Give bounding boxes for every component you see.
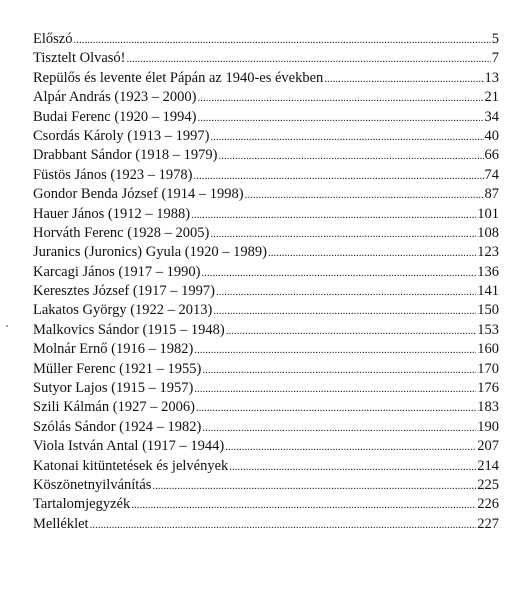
toc-dot-leader <box>152 477 476 496</box>
toc-entry-karcagi-janos[interactable] <box>33 263 499 282</box>
toc-dot-leader <box>268 244 476 263</box>
toc-entry-title: Gondor Benda József (1914 – 1998) <box>33 186 244 203</box>
toc-entry-juranics-gyula[interactable] <box>33 243 499 262</box>
toc-dot-leader <box>194 167 484 186</box>
toc-dot-leader <box>90 516 477 535</box>
toc-entry-title: Repülős és levente élet Pápán az 1940-es években <box>33 69 324 86</box>
toc-dot-leader <box>196 399 476 418</box>
toc-entry-page: 226 <box>477 496 499 513</box>
toc-entry-title: Lakatos György (1922 – 2013) <box>33 302 213 319</box>
toc-dot-leader <box>198 89 484 108</box>
toc-entry-page: 5 <box>491 31 499 47</box>
toc-entry-title: Köszönetnyilvánítás <box>33 476 152 493</box>
toc-entry-page: 170 <box>477 360 499 377</box>
toc-entry-molnar-erno[interactable] <box>33 340 499 359</box>
toc-entry-title: Előszó <box>33 31 73 47</box>
toc-entry-fustos-janos[interactable] <box>33 166 499 185</box>
toc-dot-leader <box>210 128 483 147</box>
toc-entry-papa-1940s[interactable] <box>33 69 499 88</box>
toc-entry-title: Molnár Ernő (1916 – 1982) <box>33 341 194 358</box>
toc-entry-page: 141 <box>477 283 499 300</box>
toc-entry-malkovics-sandor[interactable] <box>33 321 499 340</box>
toc-entry-table-of-contents[interactable] <box>33 495 499 514</box>
toc-entry-title: Sutyor Lajos (1915 – 1957) <box>33 380 194 397</box>
toc-entry-page: 101 <box>477 205 499 222</box>
toc-entry-page: 108 <box>477 224 499 241</box>
toc-entry-military-decorations[interactable] <box>33 457 499 476</box>
toc-entry-page: 74 <box>484 166 499 183</box>
toc-entry-title: Hauer János (1912 – 1988) <box>33 205 191 222</box>
toc-entry-lakatos-gyorgy[interactable] <box>33 301 499 320</box>
toc-entry-page: 66 <box>484 147 499 164</box>
toc-entry-title: Melléklet <box>33 515 89 532</box>
toc-entry-muller-ferenc[interactable] <box>33 360 499 379</box>
toc-dot-leader <box>73 31 490 50</box>
toc-dot-leader <box>216 283 476 302</box>
toc-entry-dear-reader[interactable] <box>33 49 499 68</box>
toc-entry-page: 153 <box>477 321 499 338</box>
toc-entry-horvath-ferenc[interactable] <box>33 224 499 243</box>
toc-entry-budai-ferenc[interactable] <box>33 108 499 127</box>
toc-entry-page: 176 <box>477 380 499 397</box>
toc-entry-csordas-karoly[interactable] <box>33 127 499 146</box>
toc-dot-leader <box>210 225 476 244</box>
toc-dot-leader <box>245 186 484 205</box>
toc-entry-title: Szólás Sándor (1924 – 1982) <box>33 418 202 435</box>
toc-dot-leader <box>229 458 476 477</box>
toc-dot-leader <box>194 380 476 399</box>
toc-dot-leader <box>202 361 476 380</box>
toc-entry-page: 190 <box>477 418 499 435</box>
toc-entry-title: Tisztelt Olvasó! <box>33 50 126 67</box>
toc-dot-leader <box>324 70 483 89</box>
toc-entry-title: Horváth Ferenc (1928 – 2005) <box>33 224 210 241</box>
toc-entry-page: 40 <box>484 127 499 144</box>
toc-entry-title: Alpár András (1923 – 2000) <box>33 89 197 106</box>
toc-dot-leader <box>191 206 476 225</box>
toc-dot-leader <box>218 147 483 166</box>
toc-entry-title: Malkovics Sándor (1915 – 1948) <box>33 321 225 338</box>
toc-entry-gondor-benda-jozsef[interactable] <box>33 185 499 204</box>
toc-entry-page: 183 <box>477 399 499 416</box>
toc-entry-foreword[interactable] <box>33 30 499 49</box>
toc-entry-appendix[interactable] <box>33 515 499 534</box>
toc-entry-hauer-janos[interactable] <box>33 205 499 224</box>
toc-entry-page: 7 <box>491 50 499 67</box>
toc-entry-szolas-sandor[interactable] <box>33 418 499 437</box>
toc-entry-page: 160 <box>477 341 499 358</box>
toc-entry-acknowledgements[interactable] <box>33 476 499 495</box>
toc-entry-title: Müller Ferenc (1921 – 1955) <box>33 360 202 377</box>
toc-entry-title: Viola István Antal (1917 – 1944) <box>33 438 225 455</box>
toc-entry-title: Drabbant Sándor (1918 – 1979) <box>33 147 218 164</box>
toc-entry-title: Csordás Károly (1913 – 1997) <box>33 127 210 144</box>
toc-entry-page: 214 <box>477 457 499 474</box>
toc-dot-leader <box>226 322 477 341</box>
toc-entry-title: Szili Kálmán (1927 – 2006) <box>33 399 195 416</box>
toc-entry-page: 225 <box>477 476 499 493</box>
toc-entry-drabbant-sandor[interactable] <box>33 146 499 165</box>
toc-dot-leader <box>202 264 477 283</box>
toc-entry-viola-istvan-antal[interactable] <box>33 437 499 456</box>
toc-entry-title: Budai Ferenc (1920 – 1994) <box>33 108 197 125</box>
toc-entry-page: 150 <box>477 302 499 319</box>
toc-entry-page: 123 <box>477 244 499 261</box>
toc-entry-alpar-andras[interactable] <box>33 88 499 107</box>
toc-entry-keresztes-jozsef[interactable] <box>33 282 499 301</box>
toc-entry-sutyor-lajos[interactable] <box>33 379 499 398</box>
toc-dot-leader <box>213 302 476 321</box>
scan-speck <box>6 325 8 327</box>
toc-entry-page: 34 <box>484 108 499 125</box>
toc-entry-title: Keresztes József (1917 – 1997) <box>33 283 216 300</box>
table-of-contents <box>33 30 499 534</box>
toc-entry-title: Tartalomjegyzék <box>33 496 131 513</box>
toc-entry-title: Katonai kitüntetések és jelvények <box>33 457 229 474</box>
toc-dot-leader <box>194 341 476 360</box>
toc-dot-leader <box>198 109 484 128</box>
toc-entry-title: Karcagi János (1917 – 1990) <box>33 263 201 280</box>
toc-entry-page: 136 <box>477 263 499 280</box>
toc-entry-page: 13 <box>484 69 499 86</box>
toc-dot-leader <box>131 496 476 515</box>
toc-entry-title: Juranics (Juronics) Gyula (1920 – 1989) <box>33 244 267 261</box>
toc-entry-page: 227 <box>477 515 499 532</box>
toc-dot-leader <box>225 438 476 457</box>
toc-entry-page: 21 <box>484 89 499 106</box>
toc-dot-leader <box>127 50 491 69</box>
toc-dot-leader <box>202 419 476 438</box>
toc-entry-page: 87 <box>484 186 499 203</box>
toc-entry-page: 207 <box>477 438 499 455</box>
toc-entry-szili-kalman[interactable] <box>33 398 499 417</box>
toc-entry-title: Füstös János (1923 – 1978) <box>33 166 193 183</box>
